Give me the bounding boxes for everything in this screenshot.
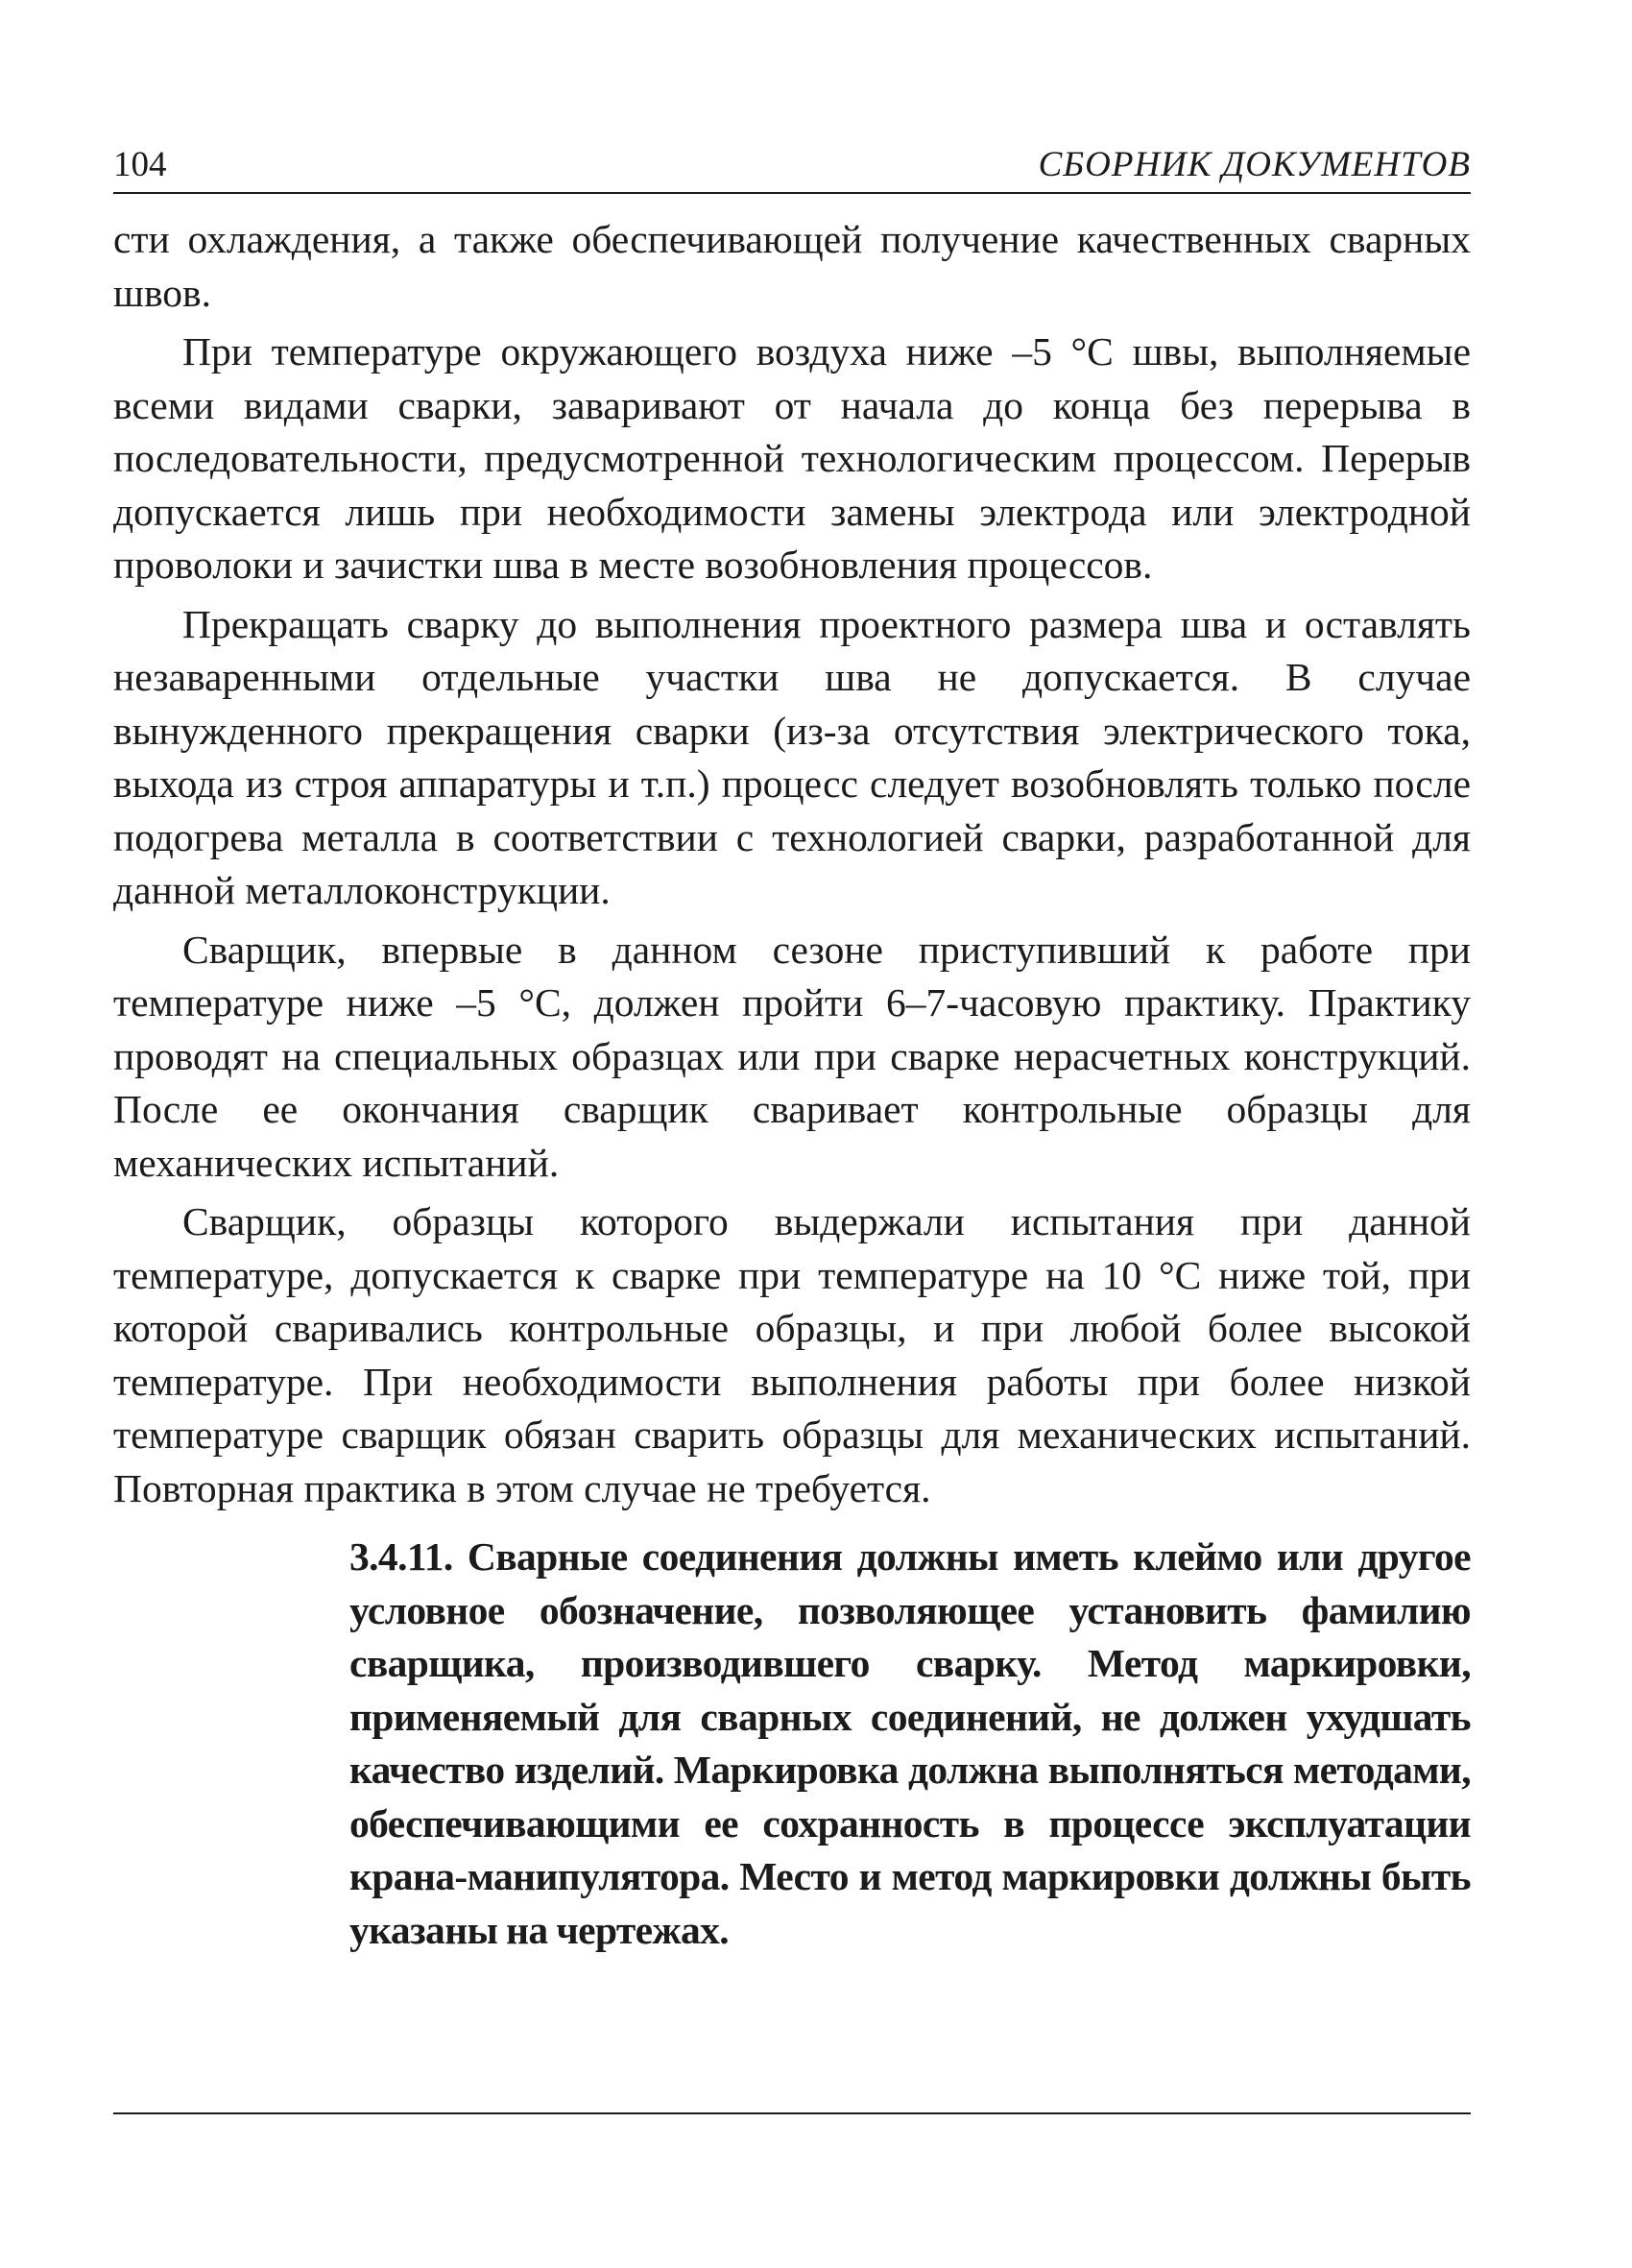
running-title: СБОРНИК ДОКУМЕНТОВ [1038, 145, 1471, 184]
page-header [113, 142, 1471, 194]
paragraph-welder-admission: Сварщик, образцы которого выдержали испытания при данной температуре, допускается к сварке при температуре на 10 °С ниже той, при которой сваривались контрольные образцы, и при любой более высокой температуре. При необходимости выполнения работы при более низкой температуре сварщик обязан сварить образцы для механических испытаний. Повторная практика в этом случае не требуется. [113, 1199, 1471, 1510]
paragraph-welder-practice: Сварщик, впервые в данном сезоне приступивший к работе при температуре ниже –5 °С, должен пройти 6–7-часовую практику. Практику проводят на специальных образцах или при сварке нерасчетных конструкций. После ее окончания сварщик сваривает контрольные образцы для механических испытаний. [113, 927, 1471, 1185]
page-number: 104 [113, 145, 167, 184]
body-text [113, 213, 1471, 1957]
bottom-divider [113, 2112, 1471, 2114]
paragraph-low-temperature-welding: При температуре окружающего воздуха ниже –5 °С швы, выполняемые всеми видами сварки, заваривают от начала до конца без перерыва в последовательности, предусмотренной технологическим процессом. Перерыв допускается лишь при необходимости замены электрода или электродной проволоки и зачистки шва в месте возобновления процессов. [113, 329, 1471, 587]
clause-3-4-11: 3.4.11. Сварные соединения должны иметь клеймо или другое условное обозначение, позволяющее установить фамилию сварщика, производившего сварку. Метод маркировки, применяемый для сварных соединений, не должен ухудшать качество изделий. Маркировка должна выполняться методами, обеспечивающими ее сохранность в процессе эксплуатации крана-манипулятора. Место и метод маркировки должны быть указаны на чертежах. [349, 1534, 1471, 1952]
paragraph-continuation: сти охлаждения, а также обеспечивающей получение качественных сварных швов. [113, 217, 1471, 315]
paragraph-interruption-rules: Прекращать сварку до выполнения проектного размера шва и оставлять незаваренными отдельные участки шва не допускается. В случае вынужденного прекращения сварки (из-за отсутствия электрического тока, выхода из строя аппаратуры и т.п.) процесс следует возобновлять только после подогрева металла в соответствии с технологией сварки, разработанной для данной металлоконструкции. [113, 601, 1471, 912]
